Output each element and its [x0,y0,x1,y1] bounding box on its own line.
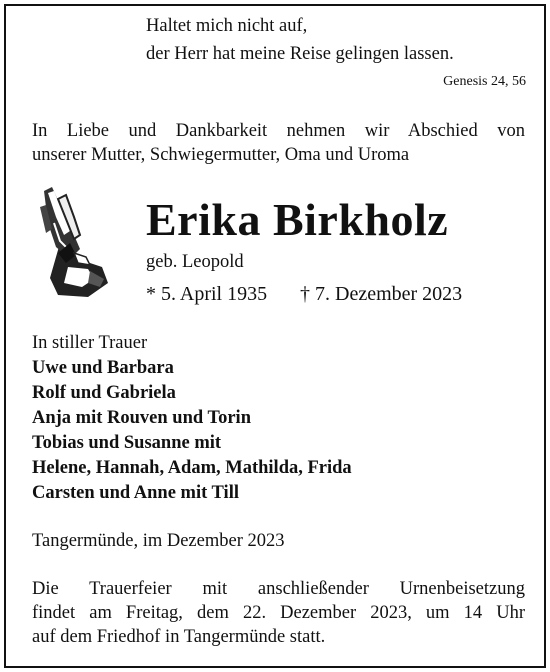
verse-reference: Genesis 24, 56 [443,74,526,89]
intro-line-2: unserer Mutter, Schwiegermutter, Oma und Uroma [32,145,410,165]
mourner-name: Helene, Hannah, Adam, Mathilda, Frida [32,458,352,478]
mourner-name: Rolf und Gabriela [32,383,176,403]
verse-line-1: Haltet mich nicht auf, [146,16,308,36]
death-date: † 7. Dezember 2023 [300,283,463,305]
birth-date: * 5. April 1935 [146,283,268,305]
praying-hands-icon [30,183,114,298]
service-line-2: findet am Freitag, dem 22. Dezember 2023, um 14 Uhr [32,603,525,623]
intro-text [32,119,525,167]
intro-line-1: In Liebe und Dankbarkeit nehmen wir Abschied von [32,121,525,141]
mourners-list [32,331,352,506]
service-line-1: Die Trauerfeier mit anschließender Urnenbeisetzung [32,579,525,599]
mourner-name: Tobias und Susanne mit [32,433,222,453]
mourner-name: Uwe und Barbara [32,358,174,378]
deceased-name: Erika Birkholz [146,194,449,245]
mourner-name: Anja mit Rouven und Torin [32,408,251,428]
mourner-name: Carsten und Anne mit Till [32,483,239,503]
verse-line-2: der Herr hat meine Reise gelingen lassen. [146,44,454,64]
maiden-name: geb. Leopold [146,252,244,272]
service-line-3: auf dem Friedhof in Tangermünde statt. [32,627,326,647]
service-text [32,577,525,649]
mourners-heading: In stiller Trauer [32,333,148,353]
place-date: Tangermünde, im Dezember 2023 [32,531,285,551]
